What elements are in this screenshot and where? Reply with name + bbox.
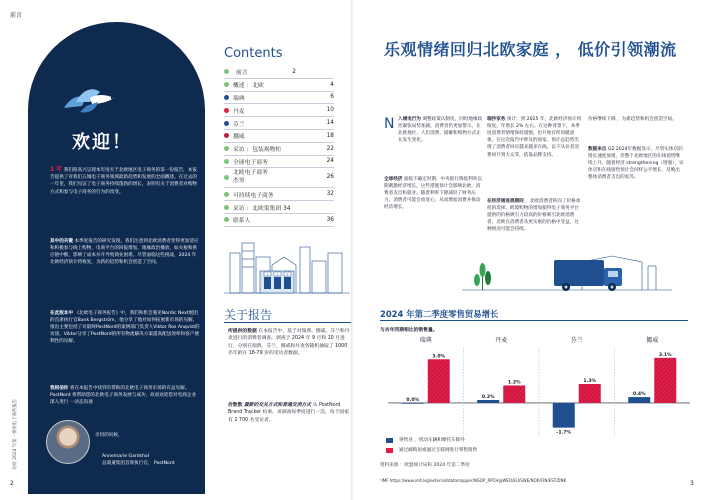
toc-item-label: 丹麦 [233,108,245,115]
closing-text: 将在本报告中找到有帮助的北欧电子商务市场的有益见解。PostNord 将帮助您的北欧电子商务发展与成功，故而欢迎您对电商企业深入进行 一动态沟通 [50,386,197,406]
col1-para2 [384,176,484,212]
toc-item[interactable] [224,117,334,130]
toc-item-page: 10 [326,107,334,114]
about-data-paragraph [228,328,352,358]
key-findings-text: 本季度报告的研究发现，我们注意到北欧消费者变得更加适应和积极参与线上购物，电商平台的回报增加，地缘政治播放，如关税和供应链中断，影响了成本并开导致商业困难。尽管面临这些挑战，2024 年北欧经济预计将恢复，为新的趋势和机会创造了空间。 [50,239,199,266]
signer-name: Annemarie Gardshol [102,454,150,459]
chart-source: 资料来源 ：欧盟统计局和 2024 年第二季度 [380,463,470,468]
tree-icon [474,263,491,290]
signature-block [102,454,175,468]
col3-para2-head: 数据来自 [588,147,607,152]
col1-para1 [398,116,484,144]
toc-item-page: 32 [326,191,334,198]
toc-item[interactable] [224,156,334,169]
col1-para2-head: 全球经济 [384,177,403,182]
bar-value-label: 3.1% [658,352,672,358]
col2-para1-head: 瑞抄家务 [487,117,506,122]
about-report-title: 关于报告 [224,308,273,322]
toc-item-page: 22 [326,145,334,152]
toc-bullet-icon [224,146,229,151]
welcome-heading: 欢迎！ [72,132,132,153]
toc-bullet-icon [224,95,229,100]
toc-item-label: 挪威 [233,134,245,141]
about-divider [224,322,352,323]
toc-item-page: 18 [326,132,334,139]
toc-item[interactable] [224,104,334,117]
toc-item-label: 全球电子商务 [233,159,268,166]
key-findings-paragraph [50,238,200,266]
toc-bullet-icon [224,69,229,74]
toc-item-page: 14 [326,120,334,127]
left-page-number: 2 [10,480,14,487]
toc-item-label: 芬兰 [233,121,245,128]
this-edition-paragraph [50,310,200,346]
toc-bullet-icon [224,121,229,126]
this-edition-text: 《北欧电子商务报告》中，我们和机会遇见Nordic Next展团的首席执行官Bank Bergström，他分享了他对如何拓展新市场的见解，推出主要包括了对最终PostNord的案例部门负责人Viktor Ros Anqvist的访谈，Viktor分享了PostNord的所有物流解决方案提高配送效率和客户便利性的见解。 [50,311,200,345]
toc-bullet-icon [224,175,229,180]
legend-swatch-retail [386,438,393,443]
col3-para1: 价格继续下降 ，为新趋势和机会创造空间。 [588,117,677,122]
toc-item[interactable] [224,79,334,92]
toc-item[interactable] [224,143,334,156]
chart-subtitle: 与去年同期相比的销售量。 [380,328,438,333]
table-of-contents [224,66,334,227]
left-page [0,0,352,500]
bar-online [503,385,525,402]
chart-divider [380,320,688,321]
drop-cap-n: N [384,116,395,132]
toc-item-label: 瑞典 [233,95,245,102]
col2-para2-text: ，北欧消费者转向了价格承担的选择。跨境购物的增加使得电子商务平台提供的价格吸引力较高的价格吸引北欧消费者，北欧在消费者从更实惠的价格中受益，这种情况可能会持续。 [487,199,581,233]
category-label: 芬兰 [570,337,583,344]
legend-label-online: 通过邮购屋或通过互联网进行零售销售 [399,448,478,453]
toc-item-page: 36 [326,216,334,223]
intro-drop-cap: 1 年 [50,166,63,173]
col1-para2-text: 面临不确定时期，中央银行降低利率以期刺激经济增长，这些措施预计会影响北欧，消费者支出和就业。随着利率下降减轻了财务压力，消费者可能会放宽心，从而增加消费并推动经济增长。 [384,177,482,211]
toc-bullet-icon [224,133,229,138]
toc-item-page: 24 [326,158,334,165]
col2-para1 [487,116,583,159]
col2-para2-head: 在经济通进展期间 [487,199,524,204]
bar-retail [477,400,499,403]
toc-bullet-icon [224,159,229,164]
key-findings-head: 其中的关键 [50,239,73,244]
bar-online [579,384,601,403]
contents-title: Contents [224,46,283,61]
col2-para1-text: 预计：到 2025 年，北欧经济预计将恢复，年增长 2% 左右。在这种背景下，本季度消费者情绪保持谨慎，但开始有所回暖迹象。在这次报告中涉及的国家，预计总趋势出现了消费者回应越来越多在线，以下从业者消费回升到大众等，依靠品牌支持。 [487,117,582,158]
locker-number-1: 1 [266,272,269,277]
bar-value-label: 3.0% [432,354,446,360]
bar-value-label: 1.3% [583,379,597,384]
toc-item[interactable] [224,130,334,143]
toc-item[interactable] [224,66,334,79]
toc-bullet-icon [224,192,229,197]
chart-title: 2024 年第二季度零售贸易增长 [380,309,499,319]
toc-item-label: 联系人 [233,218,251,225]
toc-bullet-icon [224,108,229,113]
toc-item-page: 6 [330,94,334,101]
truck-icon [554,260,622,291]
intro-paragraph [50,165,200,196]
col1-para1-text: 调整政策认制度，同时地缘政治紧张局势加剧，消费者仍更加警示。在北欧地区，人们消费、储蓄和购物方式正在发生变化。 [398,117,483,144]
toc-item-label: 采访 ：包装褐物柜 [233,147,282,154]
ceo-portrait [46,420,90,464]
bar-value-label: 0.4% [632,392,646,398]
col3-para2-text: Q2 2024年数据显示，尽管实体店的增长速度放缓，但整个北欧地区的在线销售继续上升。随着经济 strengthening（增强），实体店和在线销售预计会同样公平增长，反映出整体消费者支出的复苏。 [588,147,684,181]
toc-item-page: 26 [326,174,334,181]
about-tracker-text: 从 PostNord Brand Tracker 检索。该调查每季度进行一次，每个国家有 2 700 名受访者。 [228,403,349,423]
toc-item-label: 采访 ：北欧渠集团 34 [233,205,291,212]
toc-item-label: 概述 ：北欧 [233,83,264,90]
intro-text: 我们很高兴呈现本年度关于北欧地区电子商务的第一份报告，本报告提供了对我们五城电子商务领域最新趋势和发展的全面概述。在过去的一年里，我们见证了电子商务持续蓬勃的增长，表明有关于消费者对购物方式和参与电子商务的行为的改变。 [50,168,198,195]
signer-title: 总裁兼集团首席执行官， PostNord [102,460,175,466]
bar-value-label: 1.2% [507,380,521,386]
bar-value-label: -1.7% [556,430,572,436]
legend-item-retail [386,437,686,443]
toc-bullet-icon [224,205,229,210]
bar-online [428,359,450,403]
chart-legend [386,437,686,457]
locker-number-2: 2 [276,272,279,277]
right-page-number: 3 [690,480,694,487]
col1-para1-head: 入境电行为 [398,117,421,122]
legend-label-retail: 零售业 ，机动车辆和摩托车除外 [399,438,465,443]
about-tracker-paragraph [228,402,352,424]
toc-item[interactable] [224,188,334,201]
about-data-text: 在本报告中，基于对瑞典、挪威、芬兰和丹麦进行的消费者调查。调查于 2024 年 9 月和 10 月进行，分别在瑞典、芬兰、挪威和丹麦各随机抽取了 1000 名年龄在 18-79 岁的受访者数据。 [228,329,350,357]
bird-illustration-icon [56,80,126,120]
bar-retail [553,403,575,428]
locker-number-3: 3 [286,272,289,277]
col2-para2 [487,198,583,234]
category-label: 挪威 [646,337,659,344]
category-label: 瑞典 [419,337,432,344]
side-running-title: 北欧 2024 年第一季度电子商务报告 [13,398,18,470]
toc-item[interactable] [224,92,334,105]
delivery-truck-illustration [462,252,672,292]
section-header: 前言 [10,12,23,19]
toc-bullet-icon [224,82,229,87]
footnote: ¹IMF https://www.imf.org/external/datamapper/NGDP_RPCH@WEO/EU/SWE/NOR/FIN/EST/DNK [380,478,567,483]
bar-online [654,358,676,403]
bar-value-label: 0.2% [481,395,495,400]
toc-item-label: 可持续电子商务 [233,192,274,199]
toc-item-page: 4 [330,81,334,88]
about-data-head: 所提供的数据 [228,329,257,334]
closing-head: 我相信你 [50,386,69,391]
retail-growth-bar-chart [380,334,698,439]
bar-retail [628,397,650,403]
category-label: 丹麦 [495,337,508,344]
city-line-illustration [224,235,350,295]
regards-text: 亲切的问候， [95,433,123,438]
legend-item-online [386,447,686,453]
toc-item-label: 前言 [236,70,248,77]
toc-bullet-icon [224,217,229,222]
legend-swatch-online [386,448,393,453]
toc-item[interactable] [224,168,334,188]
toc-item-page: 2 [292,68,296,75]
this-edition-head: 在此版本中 [50,311,73,316]
about-tracker-head: 价数数 [228,403,243,408]
about-tracker-italic: 最新的交关方式和普通交消方式 [243,403,312,408]
closing-paragraph [50,385,200,406]
toc-item[interactable] [224,214,334,227]
col3-para2 [588,146,684,182]
toc-item-label: 北欧电子商务 杰哥 [233,170,268,184]
toc-item[interactable] [224,201,334,214]
bar-retail [402,403,424,404]
bar-value-label: 0.0% [406,397,420,403]
article-title: 乐观情绪回归北欧家庭 ， 低价引领潮流 [384,40,677,59]
